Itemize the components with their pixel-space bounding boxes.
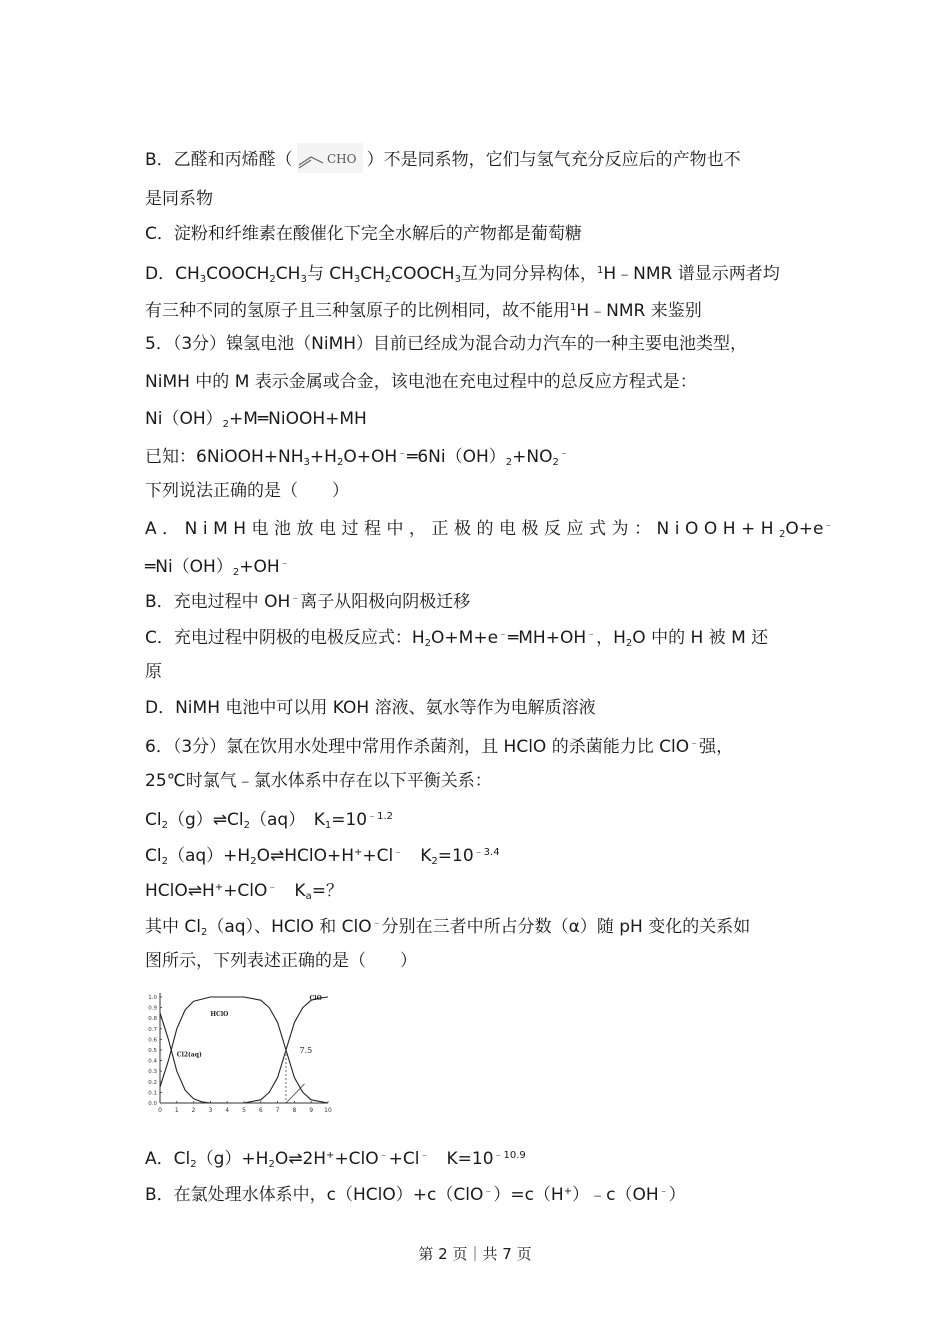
y-tick-label: 0.2 — [148, 1079, 157, 1086]
q6-para-line1: 其中 $Cl_2(aq)$、HClO 和 ClO﹣分别在三者中所占分数（α）随 pH 变化的关系如 — [145, 917, 751, 938]
struct-text-cho: CHO — [326, 152, 357, 166]
annotation-7-5: 7.5 — [299, 1046, 313, 1056]
q5-option-c-line2: 原 — [145, 662, 162, 682]
q5-equation: $Ni(OH)_2+M═NiOOH+MH$ — [145, 409, 367, 430]
x-tick-label: 6 — [258, 1107, 263, 1114]
q5-stem-line1: 5．（3分）镍氢电池（NiMH）目前已经成为混合动力汽车的一种主要电池类型， — [145, 334, 748, 354]
distribution-chart — [140, 985, 340, 1115]
acrolein-structure-image — [297, 143, 363, 173]
q5-option-a-line1: A．NiMH电池放电过程中，正极的电极反应式为：$NiOOH+H_2O+e^﹣$ — [145, 519, 834, 540]
x-tick-label: 5 — [242, 1107, 246, 1114]
y-tick-label: 0.4 — [148, 1058, 157, 1065]
distribution-chart-svg — [140, 985, 340, 1115]
q6-eq3: HClO⇌H++ClO﹣ $K_a=$？ — [145, 881, 343, 902]
y-tick-label: 0.0 — [148, 1101, 157, 1107]
q5-ask: 下列说法正确的是（ ） — [145, 481, 349, 501]
q4-option-b-line1: B．乙醛和丙烯醛（ CHO ）不是同系物，它们与氢气充分反应后的产物也不 — [145, 143, 741, 173]
x-tick-label: 10 — [324, 1107, 332, 1114]
x-tick-label: 9 — [309, 1107, 314, 1114]
q6-stem-line2: 25℃时氯气﹣氯水体系中存在以下平衡关系： — [145, 771, 492, 791]
x-tick-label: 8 — [292, 1107, 297, 1114]
y-tick-label: 0.5 — [148, 1048, 157, 1054]
y-tick-label: 0.1 — [148, 1090, 157, 1097]
q6-para-line2: 图所示，下列表述正确的是（ ） — [145, 951, 417, 971]
x-tick-label: 1 — [174, 1107, 179, 1114]
q5-known: 已知：$6NiOOH+NH_3+H_2O+OH^﹣═6Ni(OH)_2+NO_2^﹣$ — [145, 447, 569, 468]
q6-eq1: $Cl_2(g)\rightleftharpoons Cl_2(aq)$ $K_1=10^{﹣1.2}$ — [145, 810, 394, 831]
q4-option-d-line2: 有三种不同的氢原子且三种氢原子的比例相同，故不能用$^1$H﹣NMR 来鉴别 — [145, 301, 702, 321]
x-tick-label: 3 — [208, 1107, 213, 1114]
y-tick-label: 1.0 — [148, 995, 157, 1001]
x-tick-label: 0 — [158, 1107, 162, 1114]
q4-option-d-line1: D．$CH_3COOCH_2CH_3$与 $CH_3CH_2COOCH_3$互为同分异构体，$^1$H﹣NMR 谱显示两者均 — [145, 264, 780, 285]
q5-option-b: B．充电过程中 OH﹣离子从阳极向阴极迁移 — [145, 592, 471, 612]
y-tick-label: 0.9 — [148, 1005, 157, 1012]
q6-option-a: A．$Cl_2(g)+H_2O\rightleftharpoons 2H^++ClO^﹣+Cl^﹣$ $K=10^{﹣10.9}$ — [145, 1149, 526, 1170]
x-tick-label: 7 — [275, 1107, 280, 1114]
page-footer: 第 2 页｜共 7 页 — [418, 1245, 532, 1263]
y-tick-label: 0.7 — [148, 1026, 157, 1033]
q5-stem-line2: NiMH 中的 M 表示金属或合金，该电池在充电过程中的总反应方程式是： — [145, 372, 697, 392]
q4-option-b-line2: 是同系物 — [145, 189, 213, 209]
q5-option-d: D．NiMH 电池中可以用 KOH 溶液、氨水等作为电解质溶液 — [145, 698, 596, 718]
q6-stem-line1: 6．（3分）氯在饮用水处理中常用作杀菌剂，且 HClO 的杀菌能力比 ClO﹣强， — [145, 737, 734, 757]
y-tick-label: 0.3 — [148, 1069, 157, 1076]
q5-option-a-line2: $═Ni(OH)_2+OH^﹣$ — [145, 557, 290, 578]
series-label: Cl2(aq) — [176, 1051, 202, 1059]
q6-option-b: B．在氯处理水体系中，c（HClO）+c（ClO﹣）=c（H+）﹣c（OH﹣） — [145, 1185, 686, 1205]
x-tick-label: 4 — [225, 1107, 230, 1114]
x-tick-label: 2 — [191, 1107, 196, 1114]
series-label: ClO — [309, 995, 322, 1003]
y-tick-label: 0.8 — [148, 1016, 157, 1023]
q6-eq2: $Cl_2(aq)+H_2O\rightleftharpoons HClO+H^++Cl^﹣$ $K_2=10^{﹣3.4}$ — [145, 846, 500, 867]
q4-option-c: C．淀粉和纤维素在酸催化下完全水解后的产物都是葡萄糖 — [145, 224, 582, 244]
q5-option-c-line1: C．充电过程中阴极的电极反应式：$H_2O+M+e^﹣═MH+OH^﹣$，$H_2O$ 中的 H 被 M 还 — [145, 628, 769, 649]
y-tick-label: 0.6 — [148, 1037, 157, 1044]
series-label: HClO — [210, 1011, 229, 1019]
annotation-leader-line — [286, 1084, 304, 1103]
